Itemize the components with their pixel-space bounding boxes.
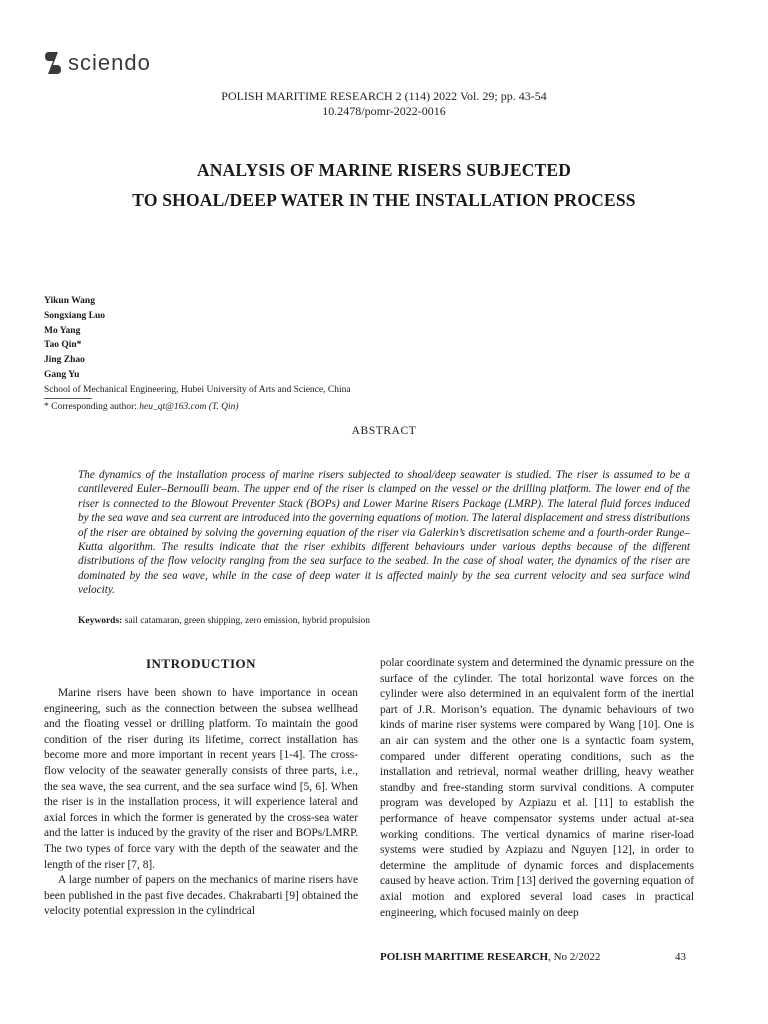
author: Tao Qin* <box>44 340 82 351</box>
author: Yikun Wang <box>44 296 95 306</box>
left-column <box>44 686 358 920</box>
sciendo-logo <box>44 50 151 76</box>
right-column <box>380 656 694 921</box>
author-list <box>44 294 351 398</box>
abstract-heading: ABSTRACT <box>351 425 417 437</box>
journal-reference <box>0 89 768 119</box>
paragraph: polar coordinate system and determined the dynamic pressure on the surface of the cylinder. The total horizontal wave forces on the cylinder were also determined in an equivalent form of the inertial part of J.R. Morison’s equation. The dynamic behaviours of two kinds of marine riser systems were compared by Wang [10]. One is an air can system and the other one is a syntactic foam system, compared under different operating conditions, such as the installation and retrieval, normal weather drilling, heavy weather standby and free-standing storm survival conditions. A computer program was developed by Azpiazu et al. [11] to establish the performance of heave compensator systems under actual at-sea working conditions. The vertical dynamics of marine riser-load systems were studied by Azpiazu and Nguyen [12], in order to determine the amplitude of dynamic forces and displacements caused by heave action. Trim [13] derived the governing equation of axial motion and explored several load cases in practical engineering, which focused mainly on deep <box>380 657 694 919</box>
affiliation: School of Mechanical Engineering, Hubei University of Arts and Science, China <box>44 384 351 395</box>
author: Songxiang Luo <box>44 310 105 321</box>
paragraph: A large number of papers on the mechanics of marine risers have been published in the past five decades. Chakrabarti [9] obtained the velocity potential expression in the cylindrical <box>44 874 358 918</box>
footnote-divider <box>44 398 92 399</box>
corresponding-email[interactable]: heu_qt@163.com (T. Qin) <box>139 402 239 412</box>
keywords <box>78 616 370 626</box>
author: Jing Zhao <box>44 355 85 366</box>
brand-name: sciendo <box>68 50 151 75</box>
sciendo-s-icon <box>44 50 62 76</box>
page-number: 43 <box>675 951 686 963</box>
author: Gang Yu <box>44 369 80 380</box>
journal-citation: POLISH MARITIME RESEARCH 2 (114) 2022 Vol. 29; pp. 43-54 <box>221 89 547 103</box>
corresponding-author <box>44 401 239 414</box>
doi: 10.2478/pomr-2022-0016 <box>322 104 446 118</box>
author: Mo Yang <box>44 325 81 336</box>
paper-title <box>60 155 708 215</box>
paragraph: Marine risers have been shown to have importance in ocean engineering, such as the connection between the subsea wellhead and the floating vessel or drilling platform. To maintain the good condition of the riser during its lifetime, correct installation has become more and more important in recent years [1-4]. The cross-flow velocity of the seawater generally consists of three parts, i.e., the sea wave, the sea current, and the sea surface wind [5, 6]. When the riser is in the installation process, it will experience lateral and axial forces in which the former is generated by the cross-sea water and the latter is induced by the gravity of the riser and BOPs/LMRP. The two types of force vary with the depth of the seawater and the length of the riser [7, 8]. <box>44 687 358 871</box>
footer-issue: , No 2/2022 <box>548 951 601 963</box>
keywords-label: Keywords: <box>78 616 123 626</box>
keywords-text: sail catamaran, green shipping, zero emission, hybrid propulsion <box>122 616 371 626</box>
abstract-text: The dynamics of the installation process of marine risers subjected to shoal/deep seawater is studied. The riser is assumed to be a cantilevered Euler–Bernoulli beam. The upper end of the riser is clamped on the vessel or the drilling platform. The lower end of the riser is connected to the Blowout Preventer Stack (BOPs) and Lower Marine Risers Package (LMRP). The lateral fluid forces induced by the sea wave and sea current are introduced into the governing equations of motion. The lateral displacement and stress distributions of the riser are obtained by solving the governing equation of the riser via Galerkin’s discretisation scheme and a fourth-order Runge–Kutta algorithm. The results indicate that the riser exhibits different behaviours under various depths because of the different distributions of the flow velocity ranging from the sea surface to the seabed. In the case of shoal water, the dynamics of the riser are dominated by the sea wave, while in the case of deep water it is affected mainly by the sea current velocity and sea surface wind velocity. <box>78 469 690 597</box>
footer-journal: POLISH MARITIME RESEARCH <box>380 951 549 963</box>
introduction-heading: INTRODUCTION <box>145 656 256 671</box>
title-line-1: ANALYSIS OF MARINE RISERS SUBJECTED <box>196 160 572 180</box>
footer-citation <box>380 951 600 963</box>
page-footer <box>380 951 686 963</box>
title-line-2: TO SHOAL/DEEP WATER IN THE INSTALLATION PROCESS <box>132 190 636 210</box>
corresponding-label: * Corresponding author: <box>44 402 140 412</box>
